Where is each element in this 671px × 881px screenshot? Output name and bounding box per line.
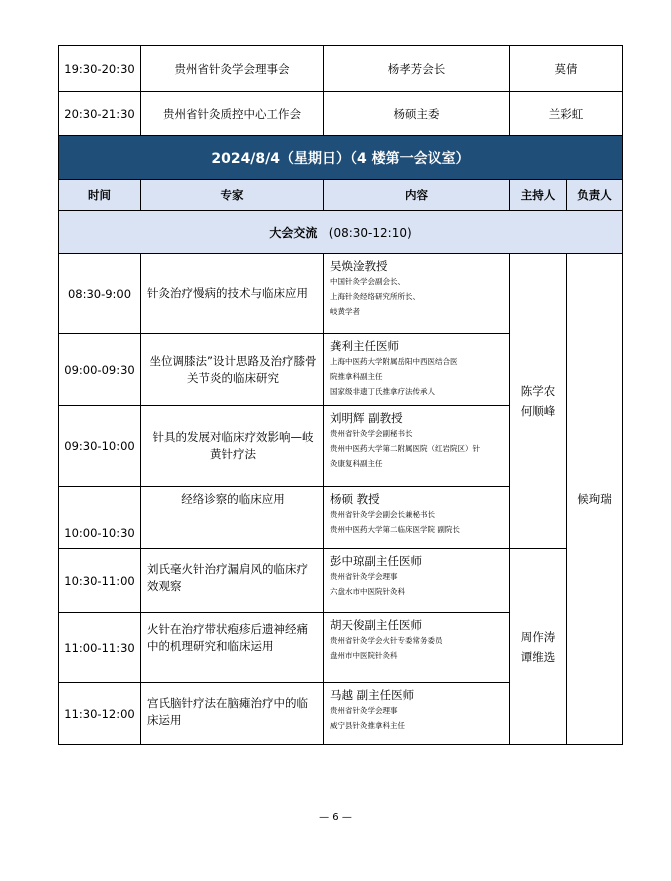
session-title [59, 211, 623, 254]
expert-name: 龚利主任医师 [330, 339, 399, 353]
expert-cell [324, 406, 510, 487]
expert-affiliation: 贵州省针灸学会理事 [330, 572, 398, 581]
topic-cell: 针灸治疗慢病的技术与临床应用 [141, 254, 324, 334]
expert-name: 刘明辉 副教授 [330, 411, 403, 425]
time-cell: 19:30-20:30 [59, 46, 141, 92]
topic-cell: 贵州省针灸学会理事会 [141, 46, 324, 92]
day-header: 2024/8/4（星期日）（4 楼第一会议室） [59, 136, 623, 180]
table-row [59, 254, 623, 334]
column-header-expert: 专家 [141, 180, 324, 211]
expert-affiliation: 贵州省针灸学会副秘书长 [330, 429, 413, 438]
host-name: 何顺峰 [520, 404, 556, 418]
expert-cell [324, 487, 510, 549]
schedule-sheet [58, 45, 622, 745]
column-header-row [59, 180, 623, 211]
expert-affiliation: 院推拿科副主任 [330, 372, 383, 381]
column-header-time: 时间 [59, 180, 141, 211]
session-row [59, 211, 623, 254]
time-cell: 11:00-11:30 [59, 613, 141, 683]
topic-cell: 经络诊察的临床应用 [141, 487, 324, 549]
schedule-table [58, 45, 623, 745]
expert-affiliation: 岐黄学者 [330, 307, 360, 316]
topic-cell: 针具的发展对临床疗效影响—岐黄针疗法 [141, 406, 324, 487]
topic-cell: 坐位调膝法”设计思路及治疗膝骨关节炎的临床研究 [141, 334, 324, 406]
host-name: 周作涛 [520, 629, 556, 644]
content-cell: 杨孝芳会长 [324, 46, 510, 92]
expert-affiliation: 中国针灸学会副会长、 [330, 277, 405, 286]
session-time: (08:30-12:10) [328, 225, 412, 240]
session-name: 大会交流 [269, 225, 318, 240]
host-name: 陈学农 [520, 384, 556, 398]
topic-cell: 刘氏毫火针治疗漏肩风的临床疗效观察 [141, 549, 324, 613]
time-cell: 10:30-11:00 [59, 549, 141, 613]
host-name: 谭维选 [520, 649, 556, 664]
host-cell: 莫倩 [510, 46, 623, 92]
expert-affiliation: 盘州市中医院针灸科 [330, 651, 398, 660]
topic-cell: 宫氏脑针疗法在脑瘫治疗中的临床运用 [141, 683, 324, 745]
expert-cell [324, 254, 510, 334]
time-cell: 10:00-10:30 [59, 487, 141, 549]
topic-cell: 贵州省针灸质控中心工作会 [141, 92, 324, 136]
time-cell: 11:30-12:00 [59, 683, 141, 745]
expert-affiliation: 国家级非遗丁氏推拿疗法传承人 [330, 387, 435, 396]
expert-affiliation: 贵州省针灸学会理事 [330, 706, 398, 715]
expert-name: 杨硕 教授 [330, 492, 380, 506]
expert-affiliation: 灸康复科副主任 [330, 459, 383, 468]
column-header-responsible: 负责人 [567, 180, 623, 211]
time-cell: 09:30-10:00 [59, 406, 141, 487]
time-cell: 08:30-9:00 [59, 254, 141, 334]
expert-affiliation: 上海针灸经络研究所所长、 [330, 292, 420, 301]
expert-cell [324, 549, 510, 613]
column-header-content: 内容 [324, 180, 510, 211]
table-row [59, 92, 623, 136]
expert-cell [324, 683, 510, 745]
host-cell [510, 549, 567, 745]
expert-name: 马越 副主任医师 [330, 688, 415, 702]
expert-cell [324, 613, 510, 683]
expert-affiliation: 贵州中医药大学第二附属医院（红岩院区）针 [330, 444, 480, 453]
expert-name: 吴焕淦教授 [330, 259, 388, 273]
time-cell: 09:00-09:30 [59, 334, 141, 406]
table-row [59, 46, 623, 92]
page-number: — 6 — [319, 812, 352, 823]
expert-affiliation: 贵州中医药大学第二临床医学院 副院长 [330, 525, 460, 534]
expert-affiliation: 上海中医药大学附属岳阳中西医结合医 [330, 357, 458, 366]
responsible-cell: 候珣瑞 [567, 254, 623, 745]
expert-affiliation: 威宁县针灸推拿科主任 [330, 721, 405, 730]
host-cell [510, 254, 567, 549]
expert-affiliation: 贵州省针灸学会火针专委常务委员 [330, 636, 443, 645]
column-header-host: 主持人 [510, 180, 567, 211]
expert-name: 胡天俊副主任医师 [330, 618, 422, 632]
table-row [59, 549, 623, 613]
host-cell: 兰彩虹 [510, 92, 623, 136]
topic-cell: 火针在治疗带状疱疹后遗神经痛中的机理研究和临床运用 [141, 613, 324, 683]
content-cell: 杨硕主委 [324, 92, 510, 136]
expert-affiliation: 六盘水市中医院针灸科 [330, 587, 405, 596]
expert-affiliation: 贵州省针灸学会副会长兼秘书长 [330, 510, 435, 519]
expert-cell [324, 334, 510, 406]
expert-name: 彭中琼副主任医师 [330, 554, 422, 568]
time-cell: 20:30-21:30 [59, 92, 141, 136]
day-header-row [59, 136, 623, 180]
